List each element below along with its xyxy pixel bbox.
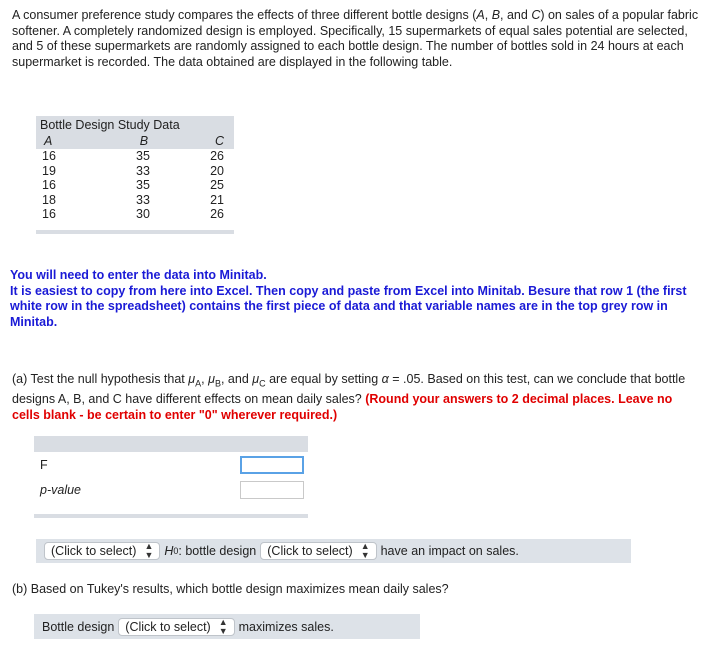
hypothesis-bar: (Click to select) ▲ ▼ H 0 : bottle design (Click to select) ▲ ▼ have an impact on sales. xyxy=(36,539,631,563)
instructions-line-1: You will need to enter the data into Minitab. xyxy=(10,268,267,282)
data-table-header xyxy=(36,116,234,149)
answer-table-divider xyxy=(34,514,308,518)
cell-b: 33 xyxy=(136,192,150,207)
cell-a: 16 xyxy=(42,178,56,193)
updown-icon: ▲ ▼ xyxy=(144,541,154,560)
table-row xyxy=(36,207,234,222)
cell-b: 30 xyxy=(136,207,150,222)
cell-c: 26 xyxy=(210,149,224,163)
instructions-line-2: It is easiest to copy from here into Excel. Then copy and paste from Excel into Minitab. Besure that row 1 (the first white row in the spreadsheet) contains the first piece of data and that variable names are in the top grey row in Minitab. xyxy=(10,283,687,329)
updown-icon: ▲ ▼ xyxy=(360,541,370,560)
reject-select[interactable]: (Click to select) ▲ ▼ xyxy=(44,542,160,560)
design-bar: Bottle design (Click to select) ▲ ▼ maximizes sales. xyxy=(34,614,420,639)
p-value-input[interactable] xyxy=(240,481,304,499)
rounding-instruction: (Round your answers to 2 decimal places. Leave no cells blank - be certain to enter "0" wherever required.) xyxy=(12,392,673,422)
f-input[interactable] xyxy=(240,456,304,474)
cell-c: 25 xyxy=(210,178,224,193)
design-select[interactable]: (Click to select) ▲ ▼ xyxy=(118,618,234,636)
cell-a: 18 xyxy=(42,192,56,207)
cell-b: 33 xyxy=(136,163,150,178)
column-header-a: A xyxy=(44,134,53,148)
table-row xyxy=(36,149,234,164)
problem-intro: A consumer preference study compares the effects of three different bottle designs (A, B, and C) on sales of a popular fabric softener. A completely randomized design is employed. Specifically, 15 supermarkets of equal sales potential are selected, and 5 of these supermarkets are randomly assigned to each bottle design. The number of bottles sold in 24 hours at each supermarket is recorded. The data obtained are displayed in the following table. xyxy=(12,8,699,69)
table-row xyxy=(36,178,234,193)
part-b-question: (b) Based on Tukey's results, which bottle design maximizes mean daily sales? xyxy=(12,582,449,596)
cell-b: 35 xyxy=(136,149,150,163)
f-label: F xyxy=(40,457,48,472)
column-header-b: B xyxy=(139,134,149,148)
cell-c: 20 xyxy=(210,163,224,178)
p-value-label: p-value xyxy=(40,482,81,497)
table-row xyxy=(36,193,234,208)
cell-a: 16 xyxy=(42,149,56,163)
data-table-title: Bottle Design Study Data xyxy=(40,118,180,132)
bottle-design-data-table xyxy=(36,116,234,234)
column-header-c: C xyxy=(214,134,224,148)
cell-a: 16 xyxy=(42,207,56,222)
f-row xyxy=(34,452,308,477)
answer-table-header xyxy=(34,436,308,452)
part-a-question: (a) Test the null hypothesis that $\mu_A$, $\mu_B$, and $\mu_C$ are equal by setting α = .05. Based on this test, can we conclude that bottle designs A, B, and C have different effects on mean daily sales? (Round your answers to 2 decimal places. Leave no cells blank - be certain to enter "0" wherever required.) xyxy=(12,372,686,422)
cell-c: 26 xyxy=(210,207,224,222)
bottle-design-label: Bottle design xyxy=(42,619,115,634)
anova-answer-table xyxy=(34,436,308,518)
updown-icon: ▲ ▼ xyxy=(218,616,228,636)
impact-select[interactable]: (Click to select) ▲ ▼ xyxy=(260,542,376,560)
cell-b: 35 xyxy=(136,178,150,193)
p-value-row xyxy=(34,477,308,502)
data-table-columns xyxy=(36,134,234,149)
cell-c: 21 xyxy=(210,192,224,207)
cell-a: 19 xyxy=(42,163,56,178)
minitab-instructions xyxy=(10,268,710,330)
table-divider xyxy=(36,230,234,234)
table-row xyxy=(36,164,234,179)
